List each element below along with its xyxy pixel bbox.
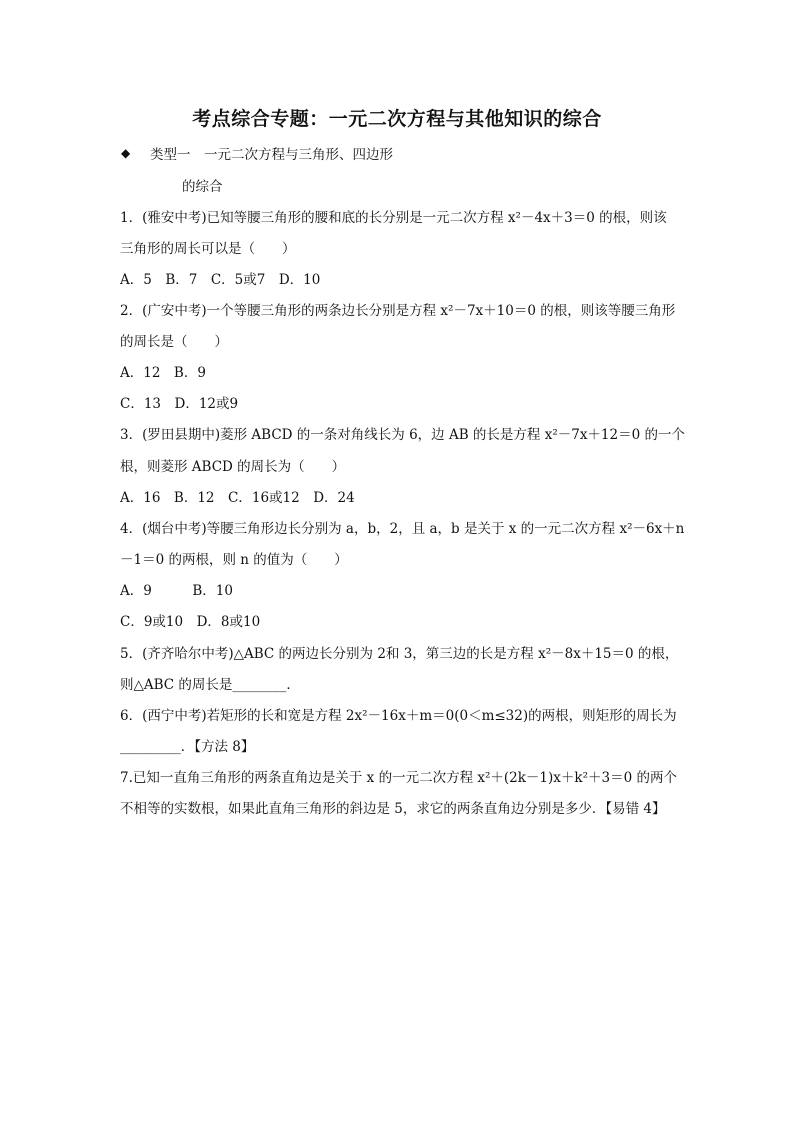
- page-title: 考点综合专题：一元二次方程与其他知识的综合: [192, 108, 602, 130]
- question-7-line-1: 7.已知一直角三角形的两条直角边是关于 x 的一元二次方程 x²＋(2k－1)x＋k²＋3＝0 的两个: [120, 770, 677, 786]
- question-2-line-2: 的周长是（ ）: [120, 334, 228, 350]
- question-6-line-2: _________．【方法 8】: [120, 739, 255, 755]
- section-heading-continuation: 的综合: [182, 179, 223, 195]
- section-heading: 类型一 一元二次方程与三角形、四边形: [150, 147, 393, 163]
- question-4-options-a: A．9 B．10: [120, 583, 233, 599]
- question-5-line-1: 5．(齐齐哈尔中考)△ABC 的两边长分别为 2和 3，第三边的长是方程 x²－8x＋15＝0 的根，: [120, 646, 679, 662]
- question-4-options-b: C．9或10 D．8或10: [120, 614, 261, 630]
- question-4-line-2: －1＝0 的两根，则 n 的值为（ ）: [120, 552, 348, 568]
- question-1-line-1: 1．(雅安中考)已知等腰三角形的腰和底的长分别是一元二次方程 x²－4x＋3＝0 的根，则该: [120, 210, 667, 226]
- question-2-options-b: C．13 D．12或9: [120, 396, 239, 412]
- question-1-options: A．5 B．7 C．5或7 D．10: [120, 272, 321, 288]
- question-7-line-2: 不相等的实数根，如果此直角三角形的斜边是 5，求它的两条直角边分别是多少．【易错 4】: [120, 801, 666, 817]
- question-4-line-1: 4．(烟台中考)等腰三角形边长分别为 a，b，2，且 a，b 是关于 x 的一元二次方程 x²－6x＋n: [120, 521, 685, 537]
- question-5-line-2: 则△ABC 的周长是________．: [120, 677, 300, 693]
- question-3-options: A．16 B．12 C．16或12 D．24: [120, 490, 355, 506]
- question-6-line-1: 6．(西宁中考)若矩形的长和宽是方程 2x²－16x＋m＝0(0＜m≤32)的两根，则矩形的周长为: [120, 708, 677, 724]
- question-2-line-1: 2．(广安中考)一个等腰三角形的两条边长分别是方程 x²－7x＋10＝0 的根，则该等腰三角形: [120, 303, 676, 319]
- bullet-diamond-icon: ◆: [121, 146, 131, 160]
- question-3-line-1: 3．(罗田县期中)菱形 ABCD 的一条对角线长为 6，边 AB 的长是方程 x²－7x＋12＝0 的一个: [120, 427, 685, 443]
- question-2-options-a: A．12 B．9: [120, 365, 206, 381]
- question-3-line-2: 根，则菱形 ABCD 的周长为（ ）: [120, 459, 346, 475]
- question-1-line-2: 三角形的周长可以是（ ）: [120, 241, 296, 257]
